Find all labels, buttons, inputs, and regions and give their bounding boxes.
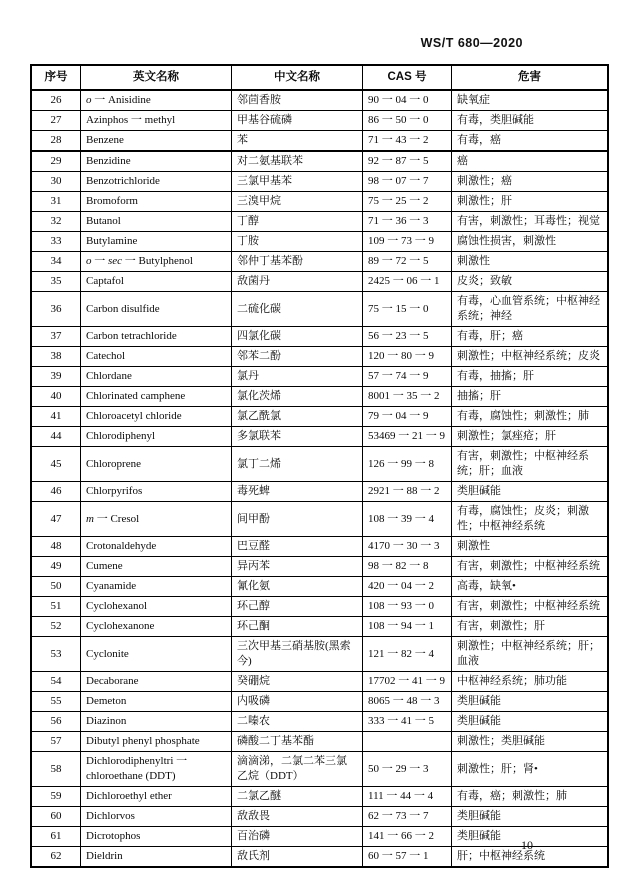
cas-number-cell: 71 一 36 一 3 [363,212,452,232]
cas-number-cell: 4170 一 30 一 3 [363,537,452,557]
hazard-cell: 刺激性；癌 [452,172,609,192]
hazard-cell: 类胆碱能 [452,807,609,827]
english-name-cell: Cyclohexanol [81,597,232,617]
chinese-name-cell: 环己酮 [232,617,363,637]
table-row [31,347,608,367]
chemicals-table [30,64,609,868]
chinese-name-cell: 二嗪农 [232,712,363,732]
table-row [31,292,608,327]
english-name-cell: Crotonaldehyde [81,537,232,557]
english-name-cell: m 一 Cresol [81,502,232,537]
row-number-cell: 58 [31,752,81,787]
hazard-cell: 中枢神经系统；肺功能 [452,672,609,692]
cas-number-cell: 2921 一 88 一 2 [363,482,452,502]
chinese-name-cell: 间甲酚 [232,502,363,537]
row-number-cell: 53 [31,637,81,672]
chinese-name-cell: 氯丁二烯 [232,447,363,482]
hazard-cell: 刺激性；肝 [452,192,609,212]
row-number-cell: 35 [31,272,81,292]
english-name-cell: Cyclonite [81,637,232,672]
row-number-cell: 46 [31,482,81,502]
english-name-cell: Decaborane [81,672,232,692]
english-name-cell: Dieldrin [81,847,232,868]
chinese-name-cell: 苯 [232,131,363,152]
hazard-cell: 类胆碱能 [452,692,609,712]
cas-number-cell: 111 一 44 一 4 [363,787,452,807]
english-name-cell: Dichloroethyl ether [81,787,232,807]
english-name-cell: Chlorinated camphene [81,387,232,407]
table-row [31,192,608,212]
table-row [31,637,608,672]
column-header-serial-number: 序号 [31,65,81,90]
row-number-cell: 45 [31,447,81,482]
english-name-cell: Butylamine [81,232,232,252]
table-row [31,447,608,482]
cas-number-cell: 71 一 43 一 2 [363,131,452,152]
hazard-cell: 高毒，缺氧• [452,577,609,597]
chinese-name-cell: 邻苯二酚 [232,347,363,367]
row-number-cell: 34 [31,252,81,272]
hazard-cell: 有毒，癌；刺激性；肺 [452,787,609,807]
hazard-cell: 类胆碱能 [452,482,609,502]
cas-number-cell: 75 一 15 一 0 [363,292,452,327]
chinese-name-cell: 二氯乙醚 [232,787,363,807]
chinese-name-cell: 三溴甲烷 [232,192,363,212]
cas-number-cell: 120 一 80 一 9 [363,347,452,367]
table-row [31,732,608,752]
english-name-cell: Benzidine [81,151,232,172]
table-row [31,712,608,732]
cas-number-cell: 108 一 94 一 1 [363,617,452,637]
cas-number-cell: 126 一 99 一 8 [363,447,452,482]
cas-number-cell: 108 一 93 一 0 [363,597,452,617]
table-row [31,252,608,272]
row-number-cell: 38 [31,347,81,367]
row-number-cell: 39 [31,367,81,387]
english-name-cell: o 一 Anisidine [81,90,232,111]
chinese-name-cell: 氯化茨烯 [232,387,363,407]
table-row [31,131,608,152]
english-name-cell: Chlorpyrifos [81,482,232,502]
column-header-english-name: 英文名称 [81,65,232,90]
english-name-cell: Bromoform [81,192,232,212]
chinese-name-cell: 氯丹 [232,367,363,387]
cas-number-cell: 8001 一 35 一 2 [363,387,452,407]
cas-number-cell: 60 一 57 一 1 [363,847,452,868]
table-row [31,502,608,537]
cas-number-cell: 141 一 66 一 2 [363,827,452,847]
chinese-name-cell: 多氯联苯 [232,427,363,447]
row-number-cell: 41 [31,407,81,427]
cas-number-cell: 2425 一 06 一 1 [363,272,452,292]
english-name-cell: Dibutyl phenyl phosphate [81,732,232,752]
hazard-cell: 有害，刺激性；中枢神经系统 [452,557,609,577]
column-header-chinese-name: 中文名称 [232,65,363,90]
table-row [31,407,608,427]
chinese-name-cell: 毒死蜱 [232,482,363,502]
row-number-cell: 56 [31,712,81,732]
chinese-name-cell: 丁胺 [232,232,363,252]
hazard-cell: 刺激性 [452,252,609,272]
english-name-cell: Chlorodiphenyl [81,427,232,447]
row-number-cell: 57 [31,732,81,752]
cas-number-cell: 333 一 41 一 5 [363,712,452,732]
english-name-cell: Cumene [81,557,232,577]
chinese-name-cell: 环己醇 [232,597,363,617]
hazard-cell: 类胆碱能 [452,827,609,847]
english-name-cell: Cyanamide [81,577,232,597]
table-row [31,427,608,447]
english-name-cell: Carbon tetrachloride [81,327,232,347]
cas-number-cell: 98 一 07 一 7 [363,172,452,192]
hazard-cell: 有毒，肝；癌 [452,327,609,347]
hazard-cell: 刺激性；中枢神经系统；肝；血液 [452,637,609,672]
cas-number-cell: 121 一 82 一 4 [363,637,452,672]
row-number-cell: 48 [31,537,81,557]
hazard-cell: 癌 [452,151,609,172]
row-number-cell: 27 [31,111,81,131]
cas-number-cell: 98 一 82 一 8 [363,557,452,577]
row-number-cell: 54 [31,672,81,692]
standard-code-header: WS/T 680—2020 [420,36,523,50]
chinese-name-cell: 邻茴香胺 [232,90,363,111]
chinese-name-cell: 内吸磷 [232,692,363,712]
cas-number-cell: 108 一 39 一 4 [363,502,452,537]
table-header-row [31,65,608,90]
table-row [31,482,608,502]
row-number-cell: 61 [31,827,81,847]
english-name-cell: Benzene [81,131,232,152]
hazard-cell: 有毒，心血管系统；中枢神经系统；神经 [452,292,609,327]
chinese-name-cell: 敌菌丹 [232,272,363,292]
row-number-cell: 26 [31,90,81,111]
english-name-cell: Dichlorodiphenyltri 一 chloroethane (DDT) [81,752,232,787]
chinese-name-cell: 邻仲丁基苯酚 [232,252,363,272]
hazard-cell: 有毒，腐蚀性；皮炎；刺激性；中枢神经系统 [452,502,609,537]
hazard-cell: 缺氧症 [452,90,609,111]
hazard-cell: 有毒，癌 [452,131,609,152]
cas-number-cell: 420 一 04 一 2 [363,577,452,597]
english-name-cell: Azinphos 一 methyl [81,111,232,131]
column-header-hazard: 危害 [452,65,609,90]
chinese-name-cell: 磷酸二丁基苯酯 [232,732,363,752]
table-row [31,172,608,192]
table-row [31,577,608,597]
cas-number-cell: 75 一 25 一 2 [363,192,452,212]
english-name-cell: Diazinon [81,712,232,732]
row-number-cell: 52 [31,617,81,637]
cas-number-cell: 89 一 72 一 5 [363,252,452,272]
chinese-name-cell: 二硫化碳 [232,292,363,327]
hazard-cell: 刺激性；氯痤疮；肝 [452,427,609,447]
table-row [31,387,608,407]
english-name-cell: Dicrotophos [81,827,232,847]
chinese-name-cell: 对二氨基联苯 [232,151,363,172]
hazard-cell: 有害，刺激性；中枢神经系统 [452,597,609,617]
cas-number-cell: 86 一 50 一 0 [363,111,452,131]
chinese-name-cell: 百治磷 [232,827,363,847]
chinese-name-cell: 敌敌畏 [232,807,363,827]
hazard-cell: 刺激性；中枢神经系统；皮炎 [452,347,609,367]
english-name-cell: o 一 sec 一 Butylphenol [81,252,232,272]
hazard-cell: 有毒，类胆碱能 [452,111,609,131]
table-body [31,90,608,867]
hazard-cell: 有害，刺激性；耳毒性；视觉 [452,212,609,232]
chinese-name-cell: 滴滴涕，二氯二苯三氯乙烷（DDT） [232,752,363,787]
row-number-cell: 33 [31,232,81,252]
table-row [31,537,608,557]
table-row [31,232,608,252]
english-name-cell: Demeton [81,692,232,712]
table-row [31,672,608,692]
hazard-cell: 皮炎；致敏 [452,272,609,292]
row-number-cell: 47 [31,502,81,537]
row-number-cell: 50 [31,577,81,597]
chinese-name-cell: 异丙苯 [232,557,363,577]
chinese-name-cell: 癸硼烷 [232,672,363,692]
table-row [31,151,608,172]
table-row [31,212,608,232]
cas-number-cell: 17702 一 41 一 9 [363,672,452,692]
table-row [31,617,608,637]
cas-number-cell: 109 一 73 一 9 [363,232,452,252]
hazard-cell: 有毒，抽搐；肝 [452,367,609,387]
cas-number-cell: 50 一 29 一 3 [363,752,452,787]
row-number-cell: 29 [31,151,81,172]
english-name-cell: Dichlorvos [81,807,232,827]
chinese-name-cell: 巴豆醛 [232,537,363,557]
row-number-cell: 36 [31,292,81,327]
row-number-cell: 31 [31,192,81,212]
cas-number-cell: 90 一 04 一 0 [363,90,452,111]
row-number-cell: 49 [31,557,81,577]
chinese-name-cell: 丁醇 [232,212,363,232]
row-number-cell: 40 [31,387,81,407]
hazard-cell: 有害，刺激性；中枢神经系统；肝；血液 [452,447,609,482]
cas-number-cell: 92 一 87 一 5 [363,151,452,172]
hazard-cell: 刺激性；类胆碱能 [452,732,609,752]
row-number-cell: 30 [31,172,81,192]
chinese-name-cell: 四氯化碳 [232,327,363,347]
chinese-name-cell: 三次甲基三硝基胺(黑索今) [232,637,363,672]
chinese-name-cell: 三氯甲基苯 [232,172,363,192]
row-number-cell: 51 [31,597,81,617]
cas-number-cell [363,732,452,752]
table-row [31,272,608,292]
table-row [31,692,608,712]
row-number-cell: 28 [31,131,81,152]
english-name-cell: Cyclohexanone [81,617,232,637]
hazard-cell: 抽搐；肝 [452,387,609,407]
english-name-cell: Butanol [81,212,232,232]
hazard-cell: 刺激性；肝；肾• [452,752,609,787]
table-row [31,90,608,111]
cas-number-cell: 53469 一 21 一 9 [363,427,452,447]
cas-number-cell: 8065 一 48 一 3 [363,692,452,712]
table-row [31,787,608,807]
column-header-cas-number: CAS 号 [363,65,452,90]
cas-number-cell: 62 一 73 一 7 [363,807,452,827]
row-number-cell: 32 [31,212,81,232]
table-row [31,807,608,827]
english-name-cell: Catechol [81,347,232,367]
table-row [31,111,608,131]
chinese-name-cell: 氰化氨 [232,577,363,597]
hazard-cell: 有毒，腐蚀性；刺激性；肺 [452,407,609,427]
row-number-cell: 62 [31,847,81,868]
table-row [31,327,608,347]
table-row [31,557,608,577]
table-row [31,752,608,787]
hazard-cell: 刺激性 [452,537,609,557]
english-name-cell: Chlordane [81,367,232,387]
page-number: 10 [521,838,533,852]
hazard-cell: 有害，刺激性；肝 [452,617,609,637]
table-row [31,597,608,617]
hazard-cell: 肝；中枢神经系统 [452,847,609,868]
row-number-cell: 37 [31,327,81,347]
hazard-cell: 腐蚀性损害，刺激性 [452,232,609,252]
cas-number-cell: 56 一 23 一 5 [363,327,452,347]
table-row [31,367,608,387]
english-name-cell: Chloroacetyl chloride [81,407,232,427]
cas-number-cell: 57 一 74 一 9 [363,367,452,387]
row-number-cell: 44 [31,427,81,447]
row-number-cell: 59 [31,787,81,807]
hazard-cell: 类胆碱能 [452,712,609,732]
english-name-cell: Captafol [81,272,232,292]
english-name-cell: Chloroprene [81,447,232,482]
english-name-cell: Carbon disulfide [81,292,232,327]
chinese-name-cell: 氯乙酰氯 [232,407,363,427]
chinese-name-cell: 甲基谷硫磷 [232,111,363,131]
chinese-name-cell: 敌氏剂 [232,847,363,868]
english-name-cell: Benzotrichloride [81,172,232,192]
row-number-cell: 60 [31,807,81,827]
row-number-cell: 55 [31,692,81,712]
cas-number-cell: 79 一 04 一 9 [363,407,452,427]
